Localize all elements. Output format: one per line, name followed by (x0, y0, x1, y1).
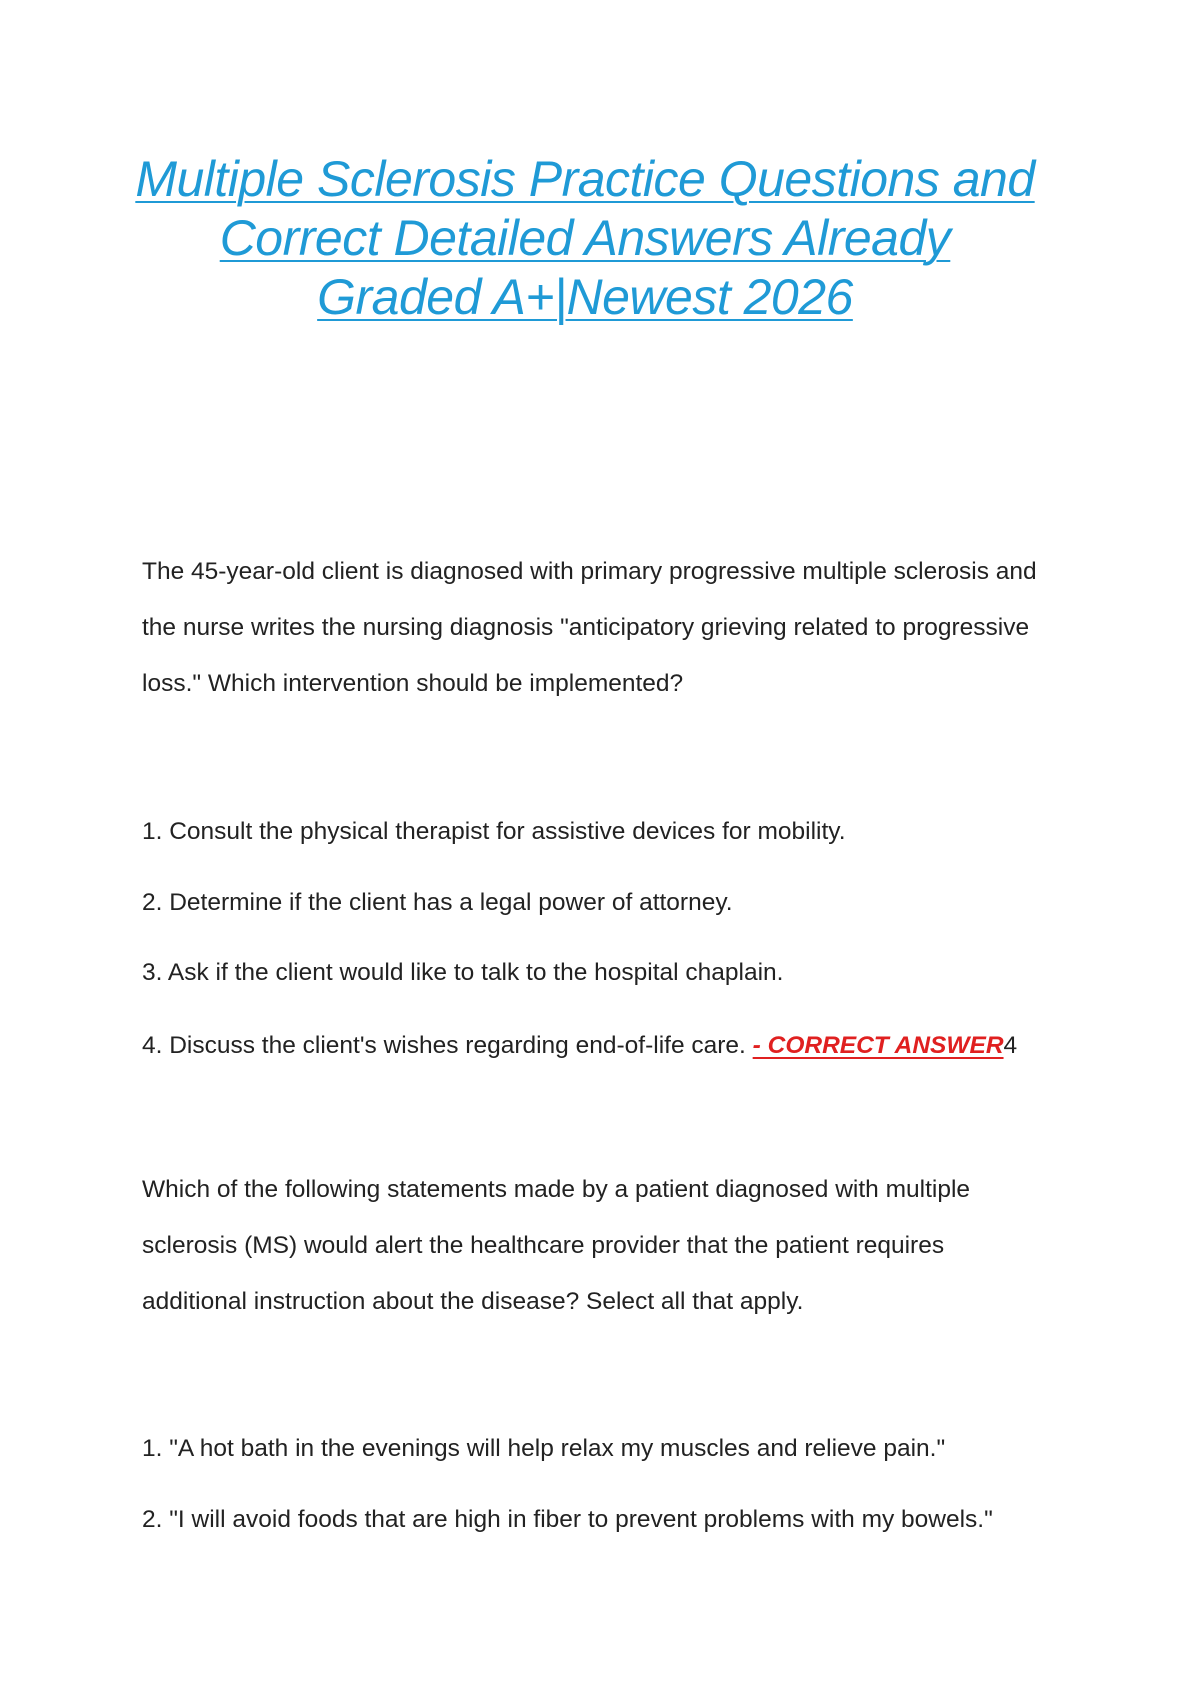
question-1-option-1: 1. Consult the physical therapist for assistive devices for mobility. (142, 818, 846, 845)
correct-answer-value: 4 (1003, 1032, 1018, 1059)
title-line-3: Graded A+|Newest 2026 (317, 269, 853, 325)
question-2-text: Which of the following statements made by a patient diagnosed with multiple sclerosis (MS) would alert the healthcare provider that the patient requires additional instruction about the disease? Select all that apply. (142, 1176, 971, 1315)
document-title (100, 150, 1070, 327)
title-line-2: Correct Detailed Answers Already (219, 210, 951, 266)
correct-answer-marker: - CORRECT ANSWER (752, 1032, 1004, 1059)
question-2-option-1: 1. "A hot bath in the evenings will help relax my muscles and relieve pain." (142, 1435, 946, 1462)
question-1-option-4 (142, 1029, 1102, 1063)
question-2-option-2: 2. "I will avoid foods that are high in fiber to prevent problems with my bowels." (142, 1506, 993, 1533)
question-1-option-2: 2. Determine if the client has a legal power of attorney. (142, 889, 733, 916)
question-1-option-3: 3. Ask if the client would like to talk to the hospital chaplain. (142, 959, 784, 986)
title-line-1: Multiple Sclerosis Practice Questions and (135, 151, 1035, 207)
option-4-text: 4. Discuss the client's wishes regarding end-of-life care. (142, 1032, 746, 1059)
question-1-text: The 45-year-old client is diagnosed with primary progressive multiple sclerosis and the nurse writes the nursing diagnosis "anticipatory grieving related to progressive loss." Which intervention should be implemented? (142, 558, 1037, 697)
